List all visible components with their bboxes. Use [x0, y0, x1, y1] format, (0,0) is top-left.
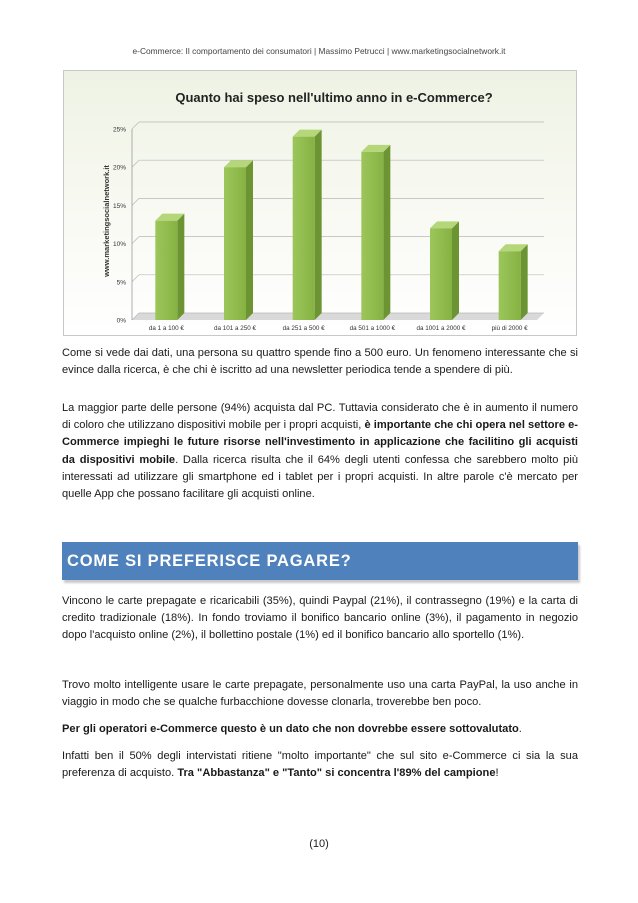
paragraph-prepaid: [62, 677, 578, 711]
section-heading-band: [62, 542, 578, 580]
paragraph-mobile-text-1: La maggior parte delle persone (94%) acquista dal PC. Tuttavia considerato che è in aumento il numero di coloro che utilizzano dispositivi mobile per i propri acquisti,: [62, 402, 578, 432]
chart-watermark: www.marketingsocialnetwork.it: [102, 165, 111, 277]
paragraph-prepaid-text: Trovo molto intelligente usare le carte prepagate, personalmente uso una carta PayPal, la uso anche in viaggio in modo che se qualche furbacchione dovesse clonarla, troverebbe ben poco.: [62, 679, 578, 709]
grid-line-diag: [132, 122, 139, 129]
paragraph-preference-text: Infatti ben il 50% degli intervistati ritiene "molto importante" che sul sito e-Commerce ci sia la sua preferenza di acquisto.: [62, 750, 578, 780]
bar: [293, 137, 315, 320]
paragraph-operators-bold: Per gli operatori e-Commerce questo è un dato che non dovrebbe essere sottovalutato: [62, 723, 519, 735]
paragraph-operators-end: .: [518, 723, 522, 735]
y-tick-label: 5%: [116, 279, 126, 287]
bar: [499, 251, 521, 320]
page-number: (10): [309, 838, 329, 850]
paragraph-preference: [62, 748, 578, 782]
x-category-label: da 251 a 500 €: [282, 325, 325, 332]
y-tick-label: 25%: [112, 126, 126, 134]
y-tick-label: 15%: [112, 202, 126, 210]
x-category-label: da 1 a 100 €: [148, 325, 184, 332]
paragraph-preference-end: !: [495, 767, 499, 780]
bar-side: [521, 244, 528, 320]
y-axis-ticks: [113, 127, 126, 325]
bar-side: [383, 145, 390, 320]
x-category-label: più di 2000 €: [491, 325, 528, 332]
paragraph-mobile-text-2: . Dalla ricerca risulta che il 64% degli utenti confessa che sarebbero molto più interessati ad utilizzare gli smartphone ed i tablet per i propri acquisti. In altre parole c'è mercato per quelle App che possano facilitare gli acquisti online.: [62, 453, 578, 501]
x-category-label: da 1001 a 2000 €: [416, 325, 466, 332]
y-tick-label: 20%: [112, 164, 126, 172]
x-category-label: da 101 a 250 €: [213, 325, 257, 332]
paragraph-mobile: [62, 400, 578, 503]
bar-side: [246, 160, 253, 320]
bar-side: [315, 130, 322, 320]
page-header: e-Commerce: Il comportamento dei consumatori | Massimo Petrucci | www.marketingsocialnetwork.it: [132, 46, 506, 56]
paragraph-preference-bold: Tra "Abbastanza" e "Tanto" si concentra l'89% del campione: [177, 767, 496, 780]
paragraph-spending-text: Come si vede dai dati, una persona su quattro spende fino a 500 euro. Un fenomeno interessante che si evince dalla ricerca, è che chi è iscritto ad una newsletter periodica tende a spendere di più.: [62, 347, 578, 377]
chart-grid: [132, 122, 544, 320]
grid-line-diag: [132, 160, 139, 167]
spending-bar-chart: [63, 70, 577, 336]
section-title: COME SI PREFERISCE PAGARE?: [67, 552, 352, 570]
y-tick-label: 10%: [112, 241, 126, 249]
chart-floor: [132, 313, 544, 320]
paragraph-spending: [62, 345, 578, 379]
y-tick-label: 0%: [116, 317, 126, 325]
paragraph-payment-methods: [62, 593, 578, 645]
bar-side: [452, 221, 459, 320]
chart-title: Quanto hai speso nell'ultimo anno in e-Commerce?: [175, 90, 493, 105]
x-category-label: da 501 a 1000 €: [349, 325, 396, 332]
paragraph-payment-methods-text: Vincono le carte prepagate e ricaricabili (35%), quindi Paypal (21%), il contrassegno (19%) e la carta di credito tradizionale (18%). In fondo troviamo il bonifico bancario online (3%), il pagamento in negozio dopo l'acquisto online (2%), il bollettino postale (1%) ed il bonifico bancario allo sportello (1%).: [62, 595, 578, 642]
grid-line-diag: [132, 275, 139, 282]
grid-line-diag: [132, 237, 139, 244]
bar: [430, 228, 452, 320]
chart-bars: [155, 130, 527, 320]
x-axis-labels: [149, 325, 528, 332]
grid-line-diag: [132, 198, 139, 205]
bar: [155, 221, 177, 320]
bar: [224, 167, 246, 320]
paragraph-mobile-bold: è importante che chi opera nel settore e-Commerce impieghi le future risorse nell'investimento in applicazione che facilitino gli acquisti da dispositivi mobile: [62, 419, 578, 466]
bar: [361, 152, 383, 320]
chart-svg: [64, 71, 576, 335]
paragraph-operators: [62, 721, 578, 738]
bar-side: [177, 214, 184, 320]
